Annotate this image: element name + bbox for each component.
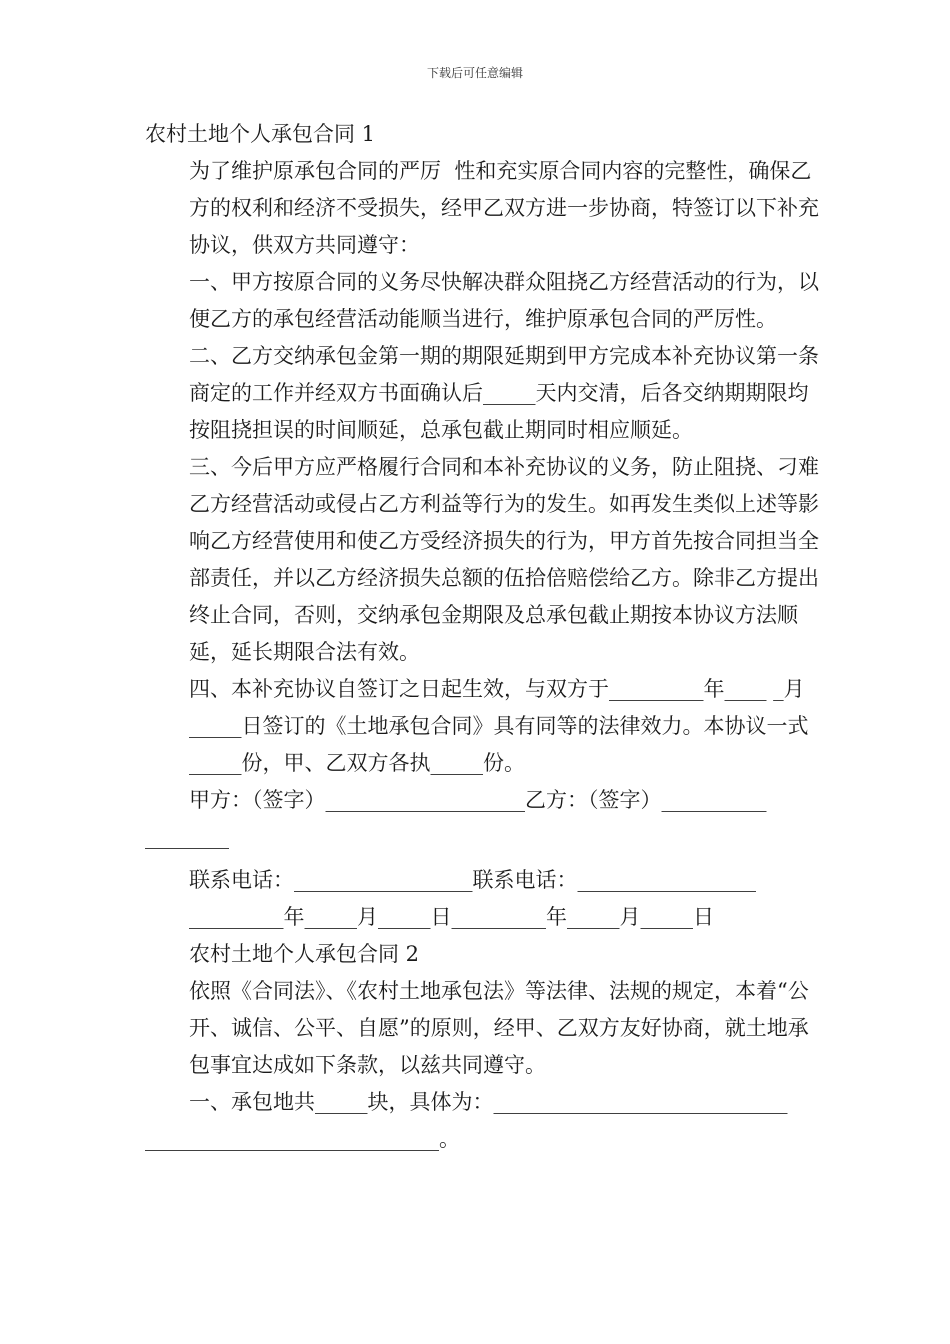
section-title-1: 农村土地个人承包合同 1 (145, 122, 376, 146)
section-title-2: 农村土地个人承包合同 2 (189, 942, 420, 966)
header-note: 下载后可任意编辑 (426, 66, 523, 80)
signature-line-continued: ________ (145, 825, 229, 849)
paragraph-intro: 为了维护原承包合同的严厉 性和充实原合同内容的完整性，确保乙方的权利和经济不受损失，经甲乙双方进一步协商，特签订以下补充协议，供双方共同遵守： (189, 159, 819, 257)
paragraph-clause-3: 三、今后甲方应严格履行合同和本补充协议的义务，防止阻挠、刁难乙方经营活动或侵占乙方利益等行为的发生。如再发生类似上述等影响乙方经营使用和使乙方受经济损失的行为，甲方首先按合同担当全部责任，并以乙方经济损失总额的伍拾倍赔偿给乙方。除非乙方提出终止合同，否则，交纳承包金期限及总承包截止期按本协议方法顺延，延长期限合法有效。 (189, 455, 819, 664)
paragraph-plot-count: 一、承包地共_____块，具体为：____________________________ (189, 1090, 788, 1114)
paragraph-plot-count-continued: ____________________________。 (145, 1127, 460, 1151)
paragraph-intro-2: 依照《合同法》、《农村土地承包法》等法律、法规的规定，本着“公开、诚信、公平、自愿”的原则，经甲、乙双方友好协商，就土地承包事宜达成如下条款，以兹共同遵守。 (189, 979, 809, 1077)
paragraph-clause-1: 一、甲方按原合同的义务尽快解决群众阻挠乙方经营活动的行为，以便乙方的承包经营活动能顺当进行，维护原承包合同的严厉性。 (189, 270, 819, 331)
paragraph-clause-2: 二、乙方交纳承包金第一期的期限延期到甲方完成本补充协议第一条商定的工作并经双方书面确认后_____天内交清，后各交纳期期限均按阻挠担误的时间顺延，总承包截止期同时相应顺延。 (189, 344, 819, 442)
document-body (145, 116, 821, 1158)
paragraph-clause-4: 四、本补充协议自签订之日起生效，与双方于_________年____ _月_____日签订的《土地承包合同》具有同等的法律效力。本协议一式_____份，甲、乙双方各执_____份。 (189, 677, 809, 775)
signature-line: 甲方：（签字）___________________乙方：（签字）__________ (189, 788, 767, 812)
date-line: _________年_____月_____日_________年_____月_____日 (189, 905, 714, 929)
phone-line: 联系电话：_________________联系电话：_________________ (189, 868, 756, 892)
